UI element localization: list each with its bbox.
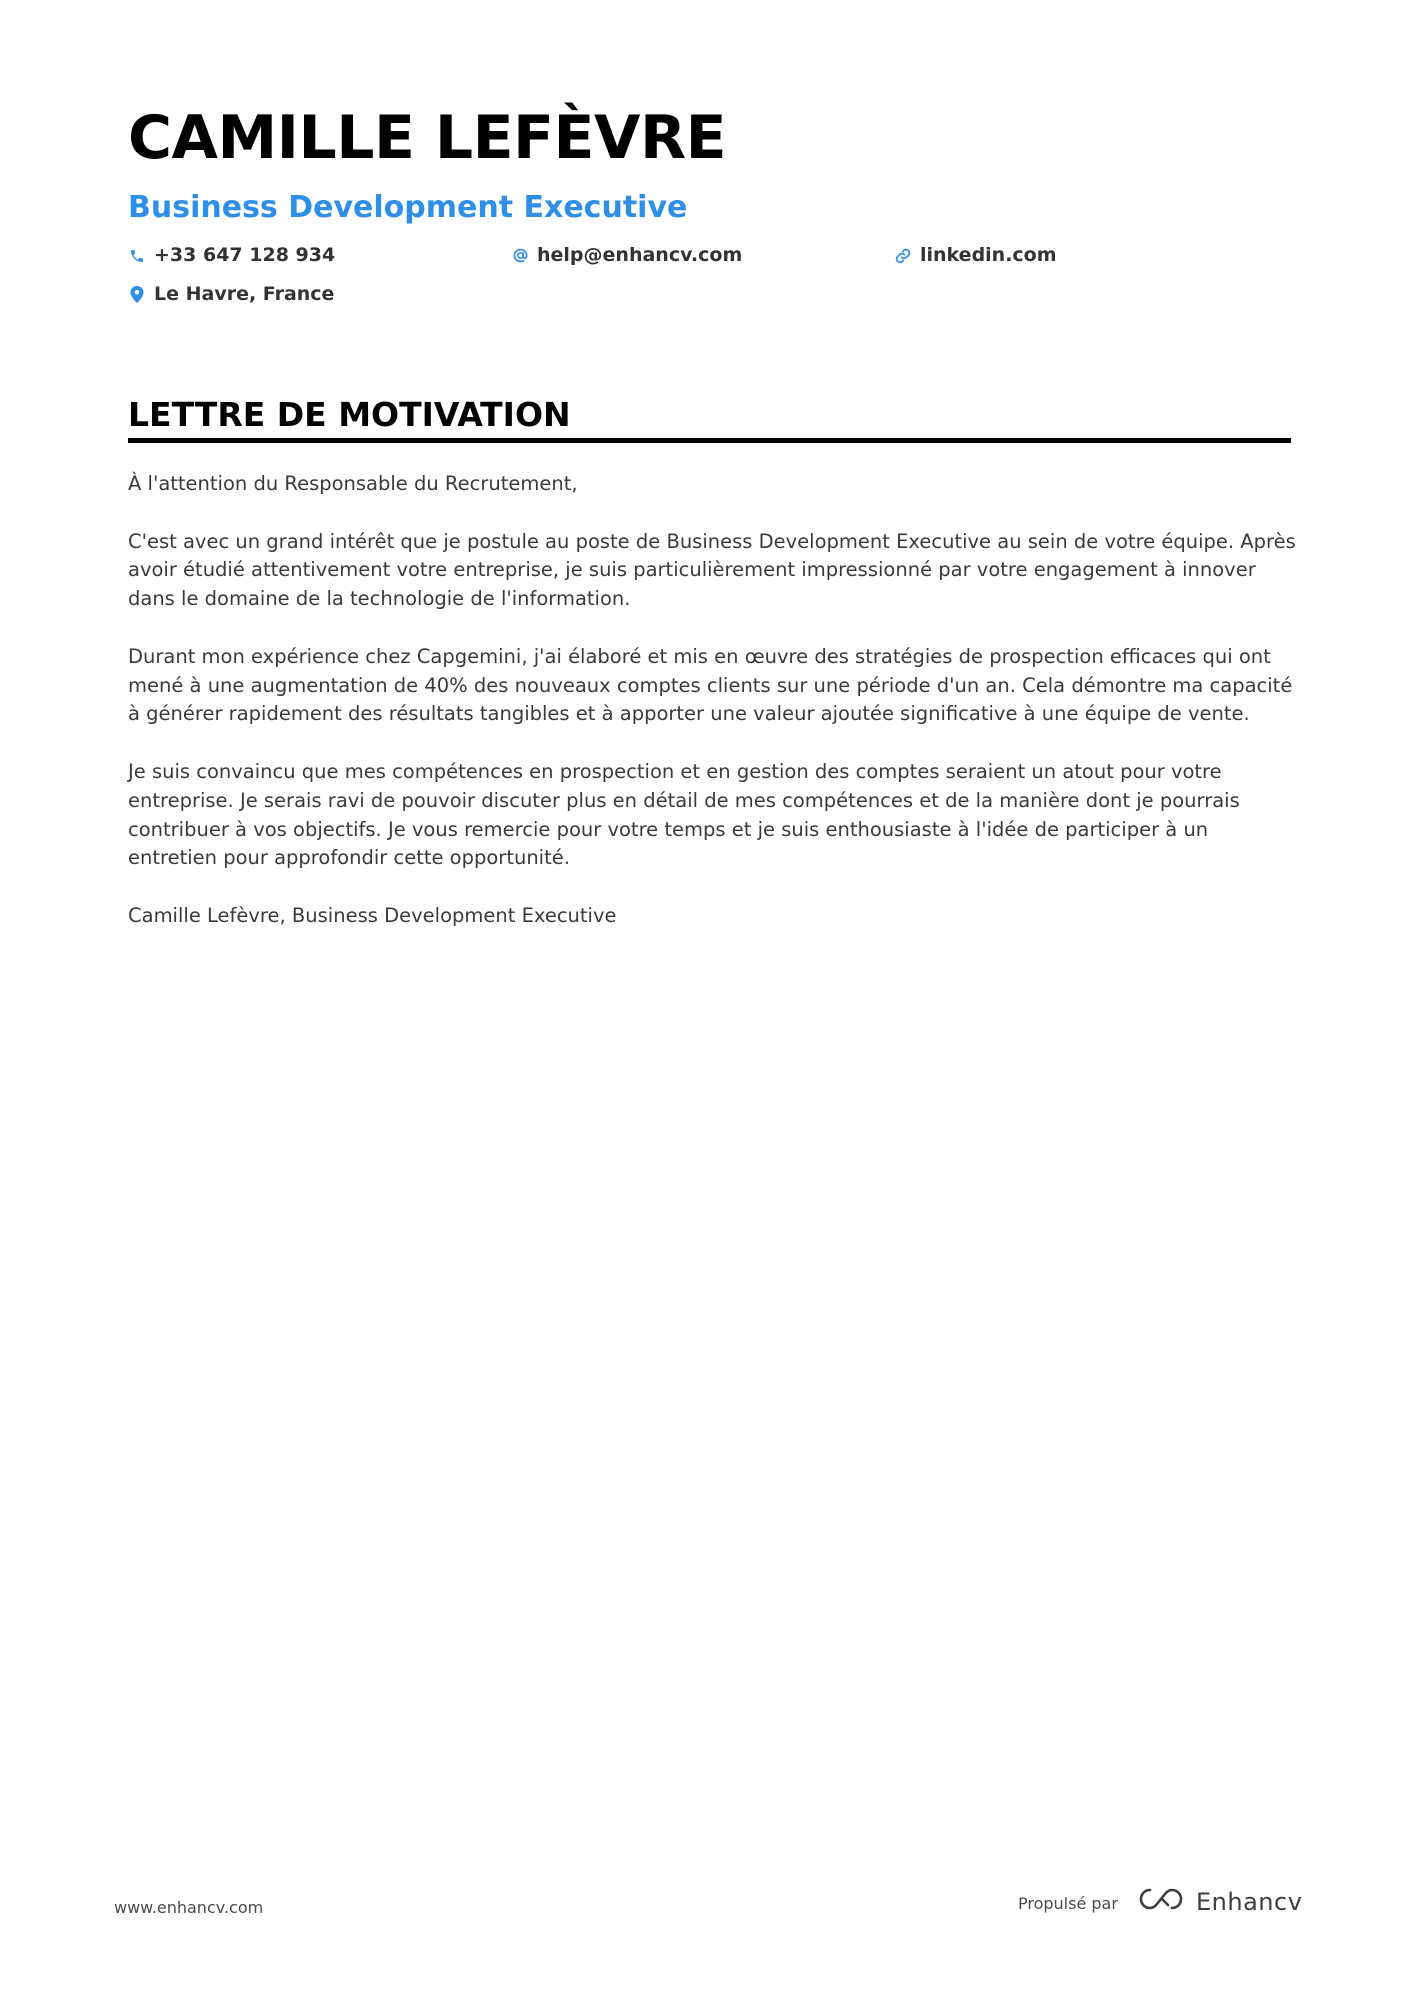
location-text: Le Havre, France <box>154 283 335 305</box>
powered-by-label: Propulsé par <box>1018 1894 1118 1913</box>
letter-salutation: À l'attention du Responsable du Recrutement, <box>128 472 578 495</box>
letter-paragraph-2: Durant mon expérience chez Capgemini, j'ai élaboré et mis en œuvre des stratégies de prospection efficaces qui ont mené à une augmentation de 40% des nouveaux comptes clients sur une période d'un an. Cela démontre ma capacité à générer rapidement des résultats tangibles et à apporter une valeur ajoutée significative à une équipe de vente. <box>128 644 1293 726</box>
letter-paragraph-3: Je suis convaincu que mes compétences en prospection et en gestion des comptes seraient un atout pour votre entreprise. Je serais ravi de pouvoir discuter plus en détail de mes compétences et de la manière dont je pourrais contribuer à vos objectifs. Je vous remercie pour votre temps et je suis enthousiaste à l'idée de participer à un entretien pour approfondir cette opportunité. <box>128 759 1240 870</box>
at-icon <box>511 247 529 265</box>
location-pin-icon <box>128 286 146 304</box>
phone-icon <box>128 247 146 265</box>
linkedin-text[interactable]: linkedin.com <box>920 244 1057 266</box>
letter-paragraph-1: C'est avec un grand intérêt que je postule au poste de Business Development Executive au sein de votre équipe. Après avoir étudié attentivement votre entreprise, je suis particulièrement impressionné par votre engagement à innover dans le domaine de la technologie de l'information. <box>128 529 1296 611</box>
section-divider <box>128 438 1291 443</box>
section-title: LETTRE DE MOTIVATION <box>128 395 571 434</box>
letter-body <box>128 470 1298 960</box>
email-text[interactable]: help@enhancv.com <box>537 244 743 266</box>
enhancv-brand[interactable] <box>1138 1887 1302 1916</box>
contact-email <box>511 246 742 265</box>
letter-signature: Camille Lefèvre, Business Development Executive <box>128 903 617 927</box>
phone-text: +33 647 128 934 <box>154 244 336 266</box>
link-icon <box>894 247 912 265</box>
candidate-name: CAMILLE LEFÈVRE <box>128 103 727 173</box>
job-title: Business Development Executive <box>128 190 688 225</box>
contact-linkedin <box>894 246 1057 265</box>
enhancv-brand-name: Enhancv <box>1196 1887 1303 1916</box>
contact-location <box>128 285 334 304</box>
enhancv-logo-icon <box>1138 1887 1184 1916</box>
footer-url[interactable]: www.enhancv.com <box>114 1898 264 1917</box>
contact-phone <box>128 246 335 265</box>
